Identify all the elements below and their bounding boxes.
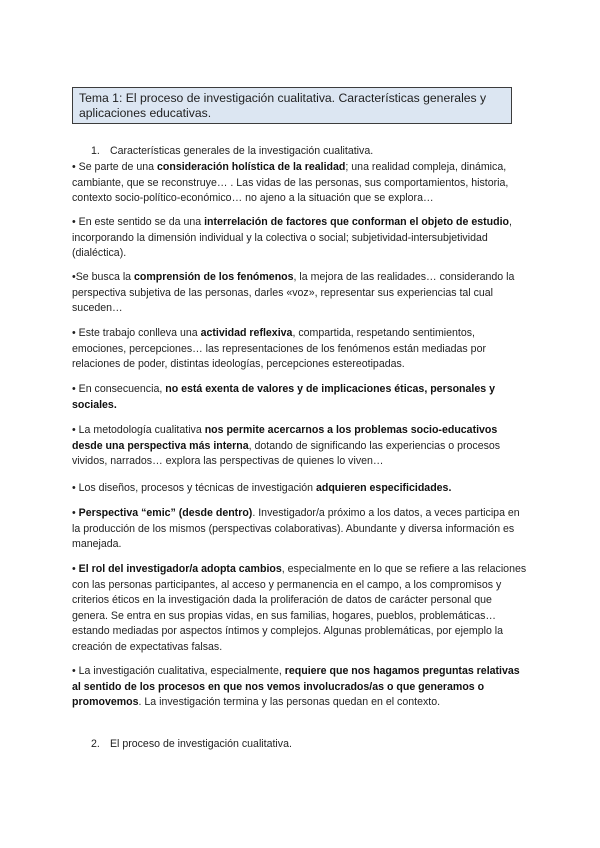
bold-run: no está exenta de valores y de implicaciones éticas, personales y sociales. bbox=[72, 383, 495, 411]
page-title: Tema 1: El proceso de investigación cualitativa. Características generales y aplicaciones educativas. bbox=[79, 91, 487, 120]
text-run: , incorporando la dimensión individual y la colectiva o social; subjetividad-intersubjetividad (dialéctica). bbox=[72, 216, 512, 259]
text-run: , compartida, respetando sentimientos, emociones, percepciones… las representaciones de los fenómenos están mediadas por relaciones de poder, distintas ideologías, percepciones estereotipadas. bbox=[72, 327, 486, 370]
bold-run: actividad reflexiva bbox=[200, 327, 293, 339]
bold-run: nos permite acercarnos a los problemas socio-educativos desde una perspectiva más interna bbox=[72, 424, 498, 452]
text-run: , dotando de significando las experiencias o procesos vividos, narrados… explora las perspectivas de quienes lo viven… bbox=[72, 439, 501, 467]
text-run: , la mejora de las realidades… considerando la perspectiva subjetiva de las personas, darles «voz», representar sus experiencias tal cual suceden… bbox=[72, 271, 515, 314]
text-run: • Los diseños, procesos y técnicas de investigación bbox=[72, 482, 316, 494]
text-run: • En este sentido se da una bbox=[72, 216, 205, 228]
text-run: . Investigador/a próximo a los datos, a veces participa en la producción de los mismos (perspectivas colaborativas). Abundante y diversa información es manejada. bbox=[72, 507, 520, 550]
text-run: • bbox=[72, 563, 79, 575]
bold-run: requiere que nos hagamos preguntas relativas al sentido de los procesos en que nos vemos involucrados/as o que generamos o promovemos bbox=[72, 665, 520, 708]
section-title: Características generales de la investigación cualitativa. bbox=[109, 145, 374, 157]
paragraph-5 bbox=[72, 382, 528, 413]
bold-run: Perspectiva “emic” (desde dentro) bbox=[78, 507, 253, 519]
paragraph-6 bbox=[72, 423, 528, 470]
paragraph-4 bbox=[72, 326, 528, 373]
paragraph-7 bbox=[72, 481, 528, 497]
bold-run: interrelación de factores que conforman el objeto de estudio bbox=[204, 216, 510, 228]
bold-run: comprensión de los fenómenos bbox=[134, 271, 294, 283]
section-heading-1 bbox=[91, 144, 373, 158]
text-run: •Se busca la bbox=[72, 271, 135, 283]
paragraph-3 bbox=[72, 270, 528, 317]
section-number: 2. bbox=[91, 738, 100, 750]
paragraph-8 bbox=[72, 506, 528, 553]
section-heading-2 bbox=[91, 737, 292, 751]
section-number: 1. bbox=[91, 145, 100, 157]
text-run: • En consecuencia, bbox=[72, 383, 166, 395]
page-title-box bbox=[72, 87, 512, 124]
section-title: El proceso de investigación cualitativa. bbox=[109, 738, 292, 750]
text-run: , especialmente en lo que se refiere a las relaciones con las personas participantes, al acceso y permanencia en el campo, a los compromisos y criterios éticos en la investigación dada la proliferación de datos de carácter personal que genera. Se entra en sus propias vidas, en sus familias, hogares, pueblos, problemáticas… estando mediadas por aspectos íntimos y complejos. Algunas problemáticas, por ejemplo la creación de expectativas falsas. bbox=[72, 563, 527, 653]
paragraph-10 bbox=[72, 664, 528, 711]
text-run: • Se parte de una bbox=[72, 161, 157, 173]
text-run: • bbox=[72, 507, 79, 519]
text-run: • La metodología cualitativa bbox=[72, 424, 205, 436]
bold-run: adquieren especificidades. bbox=[315, 482, 452, 494]
text-run: . La investigación termina y las personas quedan en el contexto. bbox=[138, 696, 441, 708]
text-run: • La investigación cualitativa, especialmente, bbox=[72, 665, 285, 677]
bold-run: consideración holística de la realidad bbox=[157, 161, 346, 173]
text-run: • Este trabajo conlleva una bbox=[72, 327, 201, 339]
bold-run: El rol del investigador/a adopta cambios bbox=[78, 563, 282, 575]
paragraph-9 bbox=[72, 562, 528, 655]
paragraph-2 bbox=[72, 215, 528, 262]
text-run: ; una realidad compleja, dinámica, cambiante, que se reconstruye… . Las vidas de las personas, sus comportamientos, historia, contexto socio-político-económico… no ajeno a la situación que se explora… bbox=[72, 161, 509, 204]
paragraph-1 bbox=[72, 160, 528, 207]
